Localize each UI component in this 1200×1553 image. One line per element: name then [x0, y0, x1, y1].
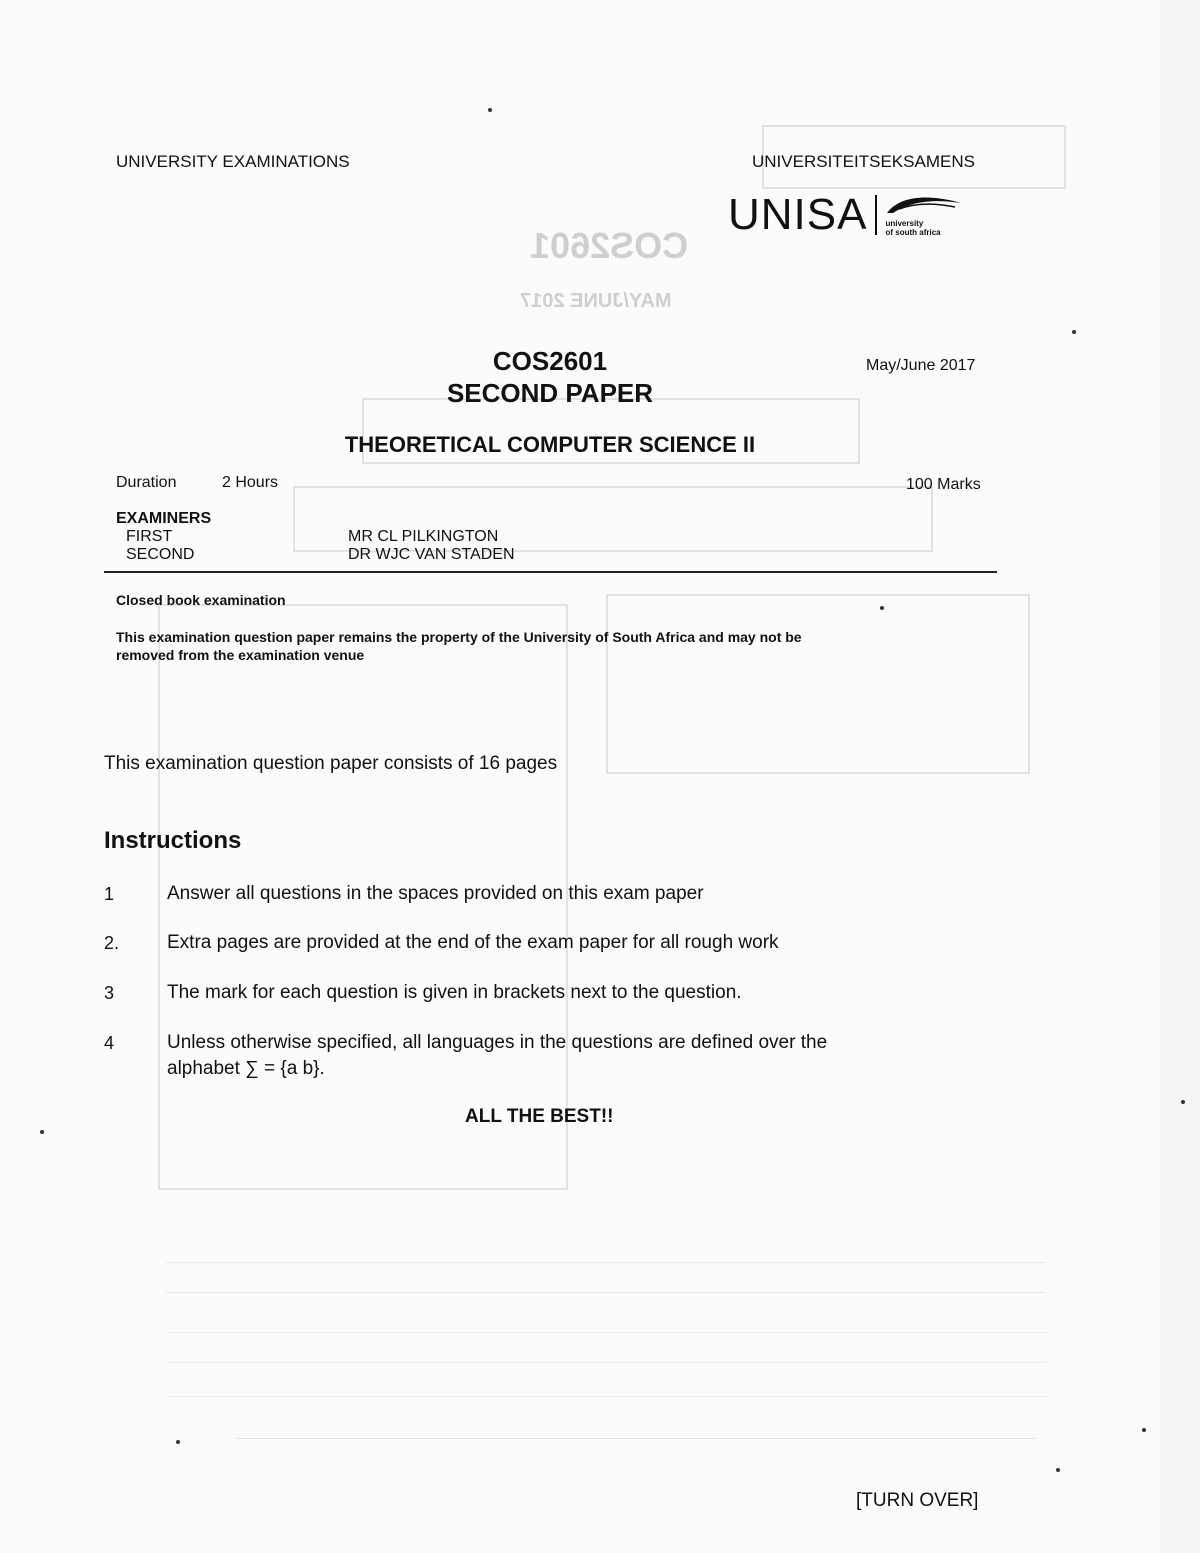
page-count-notice: This examination question paper consists of 16 pages — [104, 753, 558, 774]
bleed-through-line — [166, 1292, 1046, 1293]
instruction-text-line1: Unless otherwise specified, all languages in the questions are defined over the — [167, 1032, 828, 1053]
examiners-label: EXAMINERS — [116, 510, 212, 527]
logo-divider — [875, 195, 877, 235]
bleed-through-line — [166, 1362, 1046, 1363]
logo-sub-line1: university — [885, 219, 924, 228]
instruction-number: 3 — [104, 983, 115, 1003]
logo-swoosh-icon — [885, 193, 963, 215]
bleed-through-line — [166, 1332, 1046, 1333]
bleed-through-box — [606, 594, 1030, 774]
property-notice-line2: removed from the examination venue — [116, 647, 365, 663]
bleed-through-line — [166, 1262, 1046, 1263]
logo-sub-line2: of south africa — [885, 228, 941, 237]
property-notice-line1: This examination question paper remains the property of the University of South Africa and may not be — [116, 629, 802, 645]
bleed-through-line — [166, 1396, 1046, 1397]
exam-date: May/June 2017 — [866, 357, 976, 374]
paper-title: SECOND PAPER — [446, 378, 654, 408]
scan-speck — [880, 606, 884, 610]
instruction-number: 1 — [104, 884, 115, 904]
second-examiner-name: DR WJC VAN STADEN — [348, 546, 515, 563]
bleed-through-text: MAY/JUNE 2017 — [520, 290, 672, 312]
total-marks: 100 Marks — [906, 476, 981, 493]
scan-speck — [176, 1440, 180, 1444]
bleed-through-text: COS2601 — [530, 225, 689, 266]
first-examiner-name: MR CL PILKINGTON — [348, 528, 499, 545]
duration-value: 2 Hours — [222, 474, 279, 491]
header-afrikaans: UNIVERSITEITSEKSAMENS — [752, 152, 975, 171]
scan-speck — [1142, 1428, 1146, 1432]
instruction-text: The mark for each question is given in brackets next to the question. — [167, 982, 742, 1003]
closing-message: ALL THE BEST!! — [465, 1106, 614, 1127]
scan-speck — [1056, 1468, 1060, 1472]
unisa-logo — [728, 190, 963, 240]
logo-emblem — [885, 193, 963, 237]
instruction-text-line2: alphabet ∑ = {a b}. — [167, 1058, 325, 1079]
duration-label: Duration — [116, 474, 177, 491]
instructions-heading: Instructions — [104, 827, 242, 854]
subject-title: THEORETICAL COMPUTER SCIENCE II — [344, 432, 756, 457]
scan-speck — [488, 108, 492, 112]
closed-book-notice: Closed book examination — [116, 592, 286, 608]
header-rule — [104, 571, 997, 573]
scan-speck — [1072, 330, 1076, 334]
scan-speck — [1181, 1100, 1185, 1104]
turn-over-label: [TURN OVER] — [856, 1490, 979, 1511]
instruction-number: 2. — [104, 933, 120, 953]
scan-speck — [40, 1130, 44, 1134]
logo-wordmark: UNISA — [728, 190, 868, 239]
second-examiner-label: SECOND — [126, 546, 195, 563]
instruction-text: Answer all questions in the spaces provided on this exam paper — [167, 883, 704, 904]
first-examiner-label: FIRST — [126, 528, 173, 545]
header-english: UNIVERSITY EXAMINATIONS — [116, 152, 350, 171]
instruction-text: Extra pages are provided at the end of the exam paper for all rough work — [167, 932, 779, 953]
instruction-number: 4 — [104, 1033, 115, 1053]
course-code: COS2601 — [492, 346, 608, 376]
bleed-through-line — [236, 1438, 1036, 1439]
